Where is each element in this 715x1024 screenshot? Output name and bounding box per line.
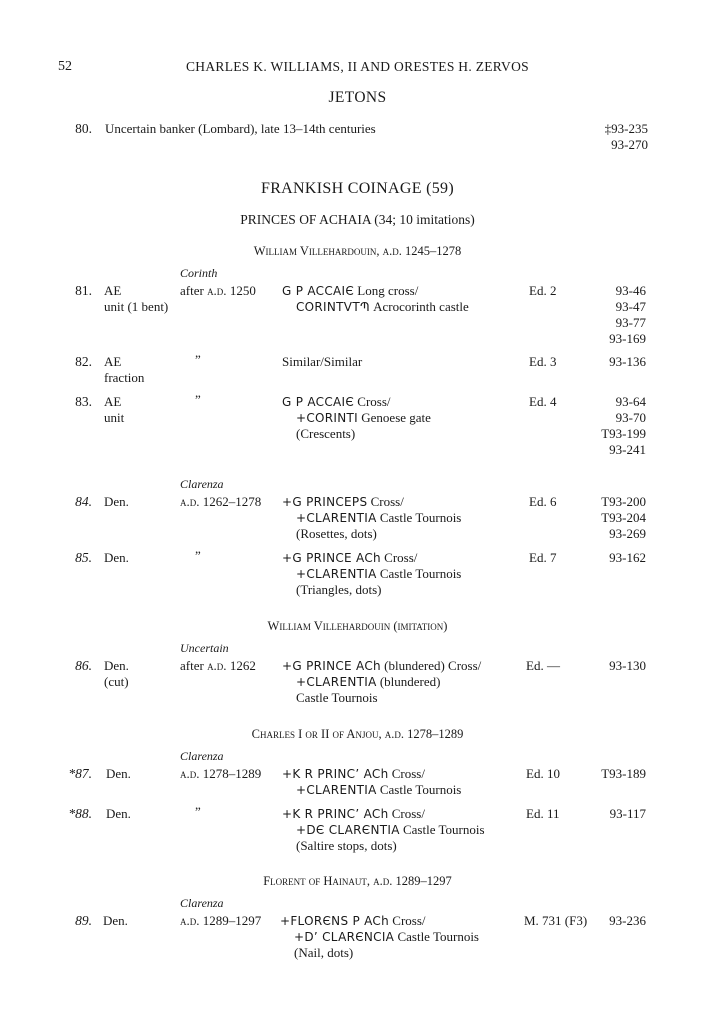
- denomination: Den.: [106, 806, 131, 821]
- coin-description: +FLORЄNS P ACh Cross/ +D’ CLARЄNCIA Castle Tournois (Nail, dots): [280, 913, 479, 960]
- inventory-numbers: T93-200 T93-204 93-269: [601, 494, 646, 541]
- ditto-mark: ”: [195, 352, 201, 367]
- coin-description: +K R PRINC’ ACh Cross/ +DЄ CLARЄNTIA Castle Tournois (Saltire stops, dots): [282, 806, 485, 853]
- mint-label: Clarenza: [180, 477, 224, 491]
- inventory-numbers: 93-236: [609, 913, 646, 928]
- inventory-numbers: 93-117: [609, 806, 646, 821]
- mint-label: Corinth: [180, 266, 218, 280]
- catalogue-number: 89.: [75, 913, 92, 928]
- inventory-numbers: [588, 121, 648, 153]
- catalogue-number: *88.: [68, 806, 92, 821]
- section-heading-jetons: JETONS: [328, 89, 387, 106]
- ruler-heading: Charles I or II of Anjou, a.d. 1278–1289: [251, 727, 464, 741]
- reference: Ed. 6: [529, 494, 557, 509]
- subsection-heading-princes-of-achaia: PRINCES OF ACHAIA (34; 10 imitations): [240, 212, 475, 227]
- catalogue-number: *87.: [68, 766, 92, 781]
- reference: Ed. 3: [529, 354, 557, 369]
- date: after a.d. 1262: [180, 658, 256, 673]
- ditto-mark: ”: [195, 804, 201, 819]
- catalogue-number: 85.: [75, 550, 92, 565]
- catalogue-number: 82.: [75, 354, 92, 369]
- denomination: AE unit: [104, 394, 125, 425]
- coin-description: G P ACCAIЄ Long cross/ CORINTVTՊ Acrocorinth castle: [282, 283, 469, 314]
- coin-description: +G PRINCE ACh Cross/ +CLARENTIA Castle Tournois (Triangles, dots): [282, 550, 462, 597]
- date: a.d. 1262–1278: [180, 494, 262, 509]
- catalogue-number: 84.: [75, 494, 92, 509]
- date: after a.d. 1250: [180, 283, 256, 298]
- denomination: AE unit (1 bent): [104, 283, 169, 314]
- coin-description: G P ACCAIЄ Cross/ +CORINTI Genoese gate (Crescents): [282, 394, 431, 441]
- inventory-numbers: 93-136: [609, 354, 646, 369]
- reference: Ed. 2: [529, 283, 557, 298]
- inventory-numbers: 93-130: [609, 658, 646, 673]
- catalogue-number: 80.: [75, 121, 92, 136]
- date: a.d. 1289–1297: [180, 913, 262, 928]
- denomination: Den.: [104, 550, 129, 565]
- coin-description: +K R PRINC’ ACh Cross/ +CLARENTIA Castle Tournois: [282, 766, 462, 797]
- catalogue-number: 83.: [75, 394, 92, 409]
- running-title: CHARLES K. WILLIAMS, II AND ORESTES H. ZERVOS: [186, 59, 529, 74]
- mint-label: Clarenza: [180, 749, 224, 763]
- catalogue-number: 86.: [75, 658, 92, 673]
- ruler-heading: William Villehardouin, a.d. 1245–1278: [253, 244, 462, 258]
- denomination: Den.: [106, 766, 131, 781]
- mint-label: Clarenza: [180, 896, 224, 910]
- section-heading-frankish-coinage: FRANKISH COINAGE (59): [261, 180, 454, 197]
- ditto-mark: ”: [195, 548, 201, 563]
- reference: Ed. 11: [526, 806, 560, 821]
- inventory-number: ‡93-235: [604, 121, 648, 136]
- coin-description: +G PRINCE ACh (blundered) Cross/ +CLARENTIA (blundered) Castle Tournois: [282, 658, 482, 705]
- inventory-numbers: 93-64 93-70 T93-199 93-241: [601, 394, 646, 457]
- entry-description: Uncertain banker (Lombard), late 13–14th centuries: [105, 121, 376, 136]
- reference: Ed. 7: [529, 550, 557, 565]
- coin-description: +G PRINCEPS Cross/ +CLARENTIA Castle Tournois (Rosettes, dots): [282, 494, 462, 541]
- inventory-numbers: 93-46 93-47 93-77 93-169: [609, 283, 646, 346]
- coin-description: Similar/Similar: [282, 354, 363, 369]
- reference: Ed. —: [526, 658, 560, 673]
- reference: Ed. 10: [526, 766, 560, 781]
- page-number: 52: [58, 59, 72, 74]
- reference: M. 731 (F3): [524, 913, 588, 928]
- date: a.d. 1278–1289: [180, 766, 262, 781]
- denomination: Den.: [104, 494, 129, 509]
- inventory-numbers: 93-162: [609, 550, 646, 565]
- catalogue-number: 81.: [75, 283, 92, 298]
- ruler-heading: William Villehardouin (imitation): [267, 619, 448, 633]
- ditto-mark: ”: [195, 392, 201, 407]
- denomination: AE fraction: [104, 354, 145, 385]
- reference: Ed. 4: [529, 394, 557, 409]
- denomination: Den. (cut): [104, 658, 129, 689]
- mint-label: Uncertain: [180, 641, 229, 655]
- inventory-number: 93-270: [611, 137, 648, 152]
- inventory-numbers: T93-189: [601, 766, 646, 781]
- ruler-heading: Florent of Hainaut, a.d. 1289–1297: [263, 874, 452, 888]
- denomination: Den.: [103, 913, 128, 928]
